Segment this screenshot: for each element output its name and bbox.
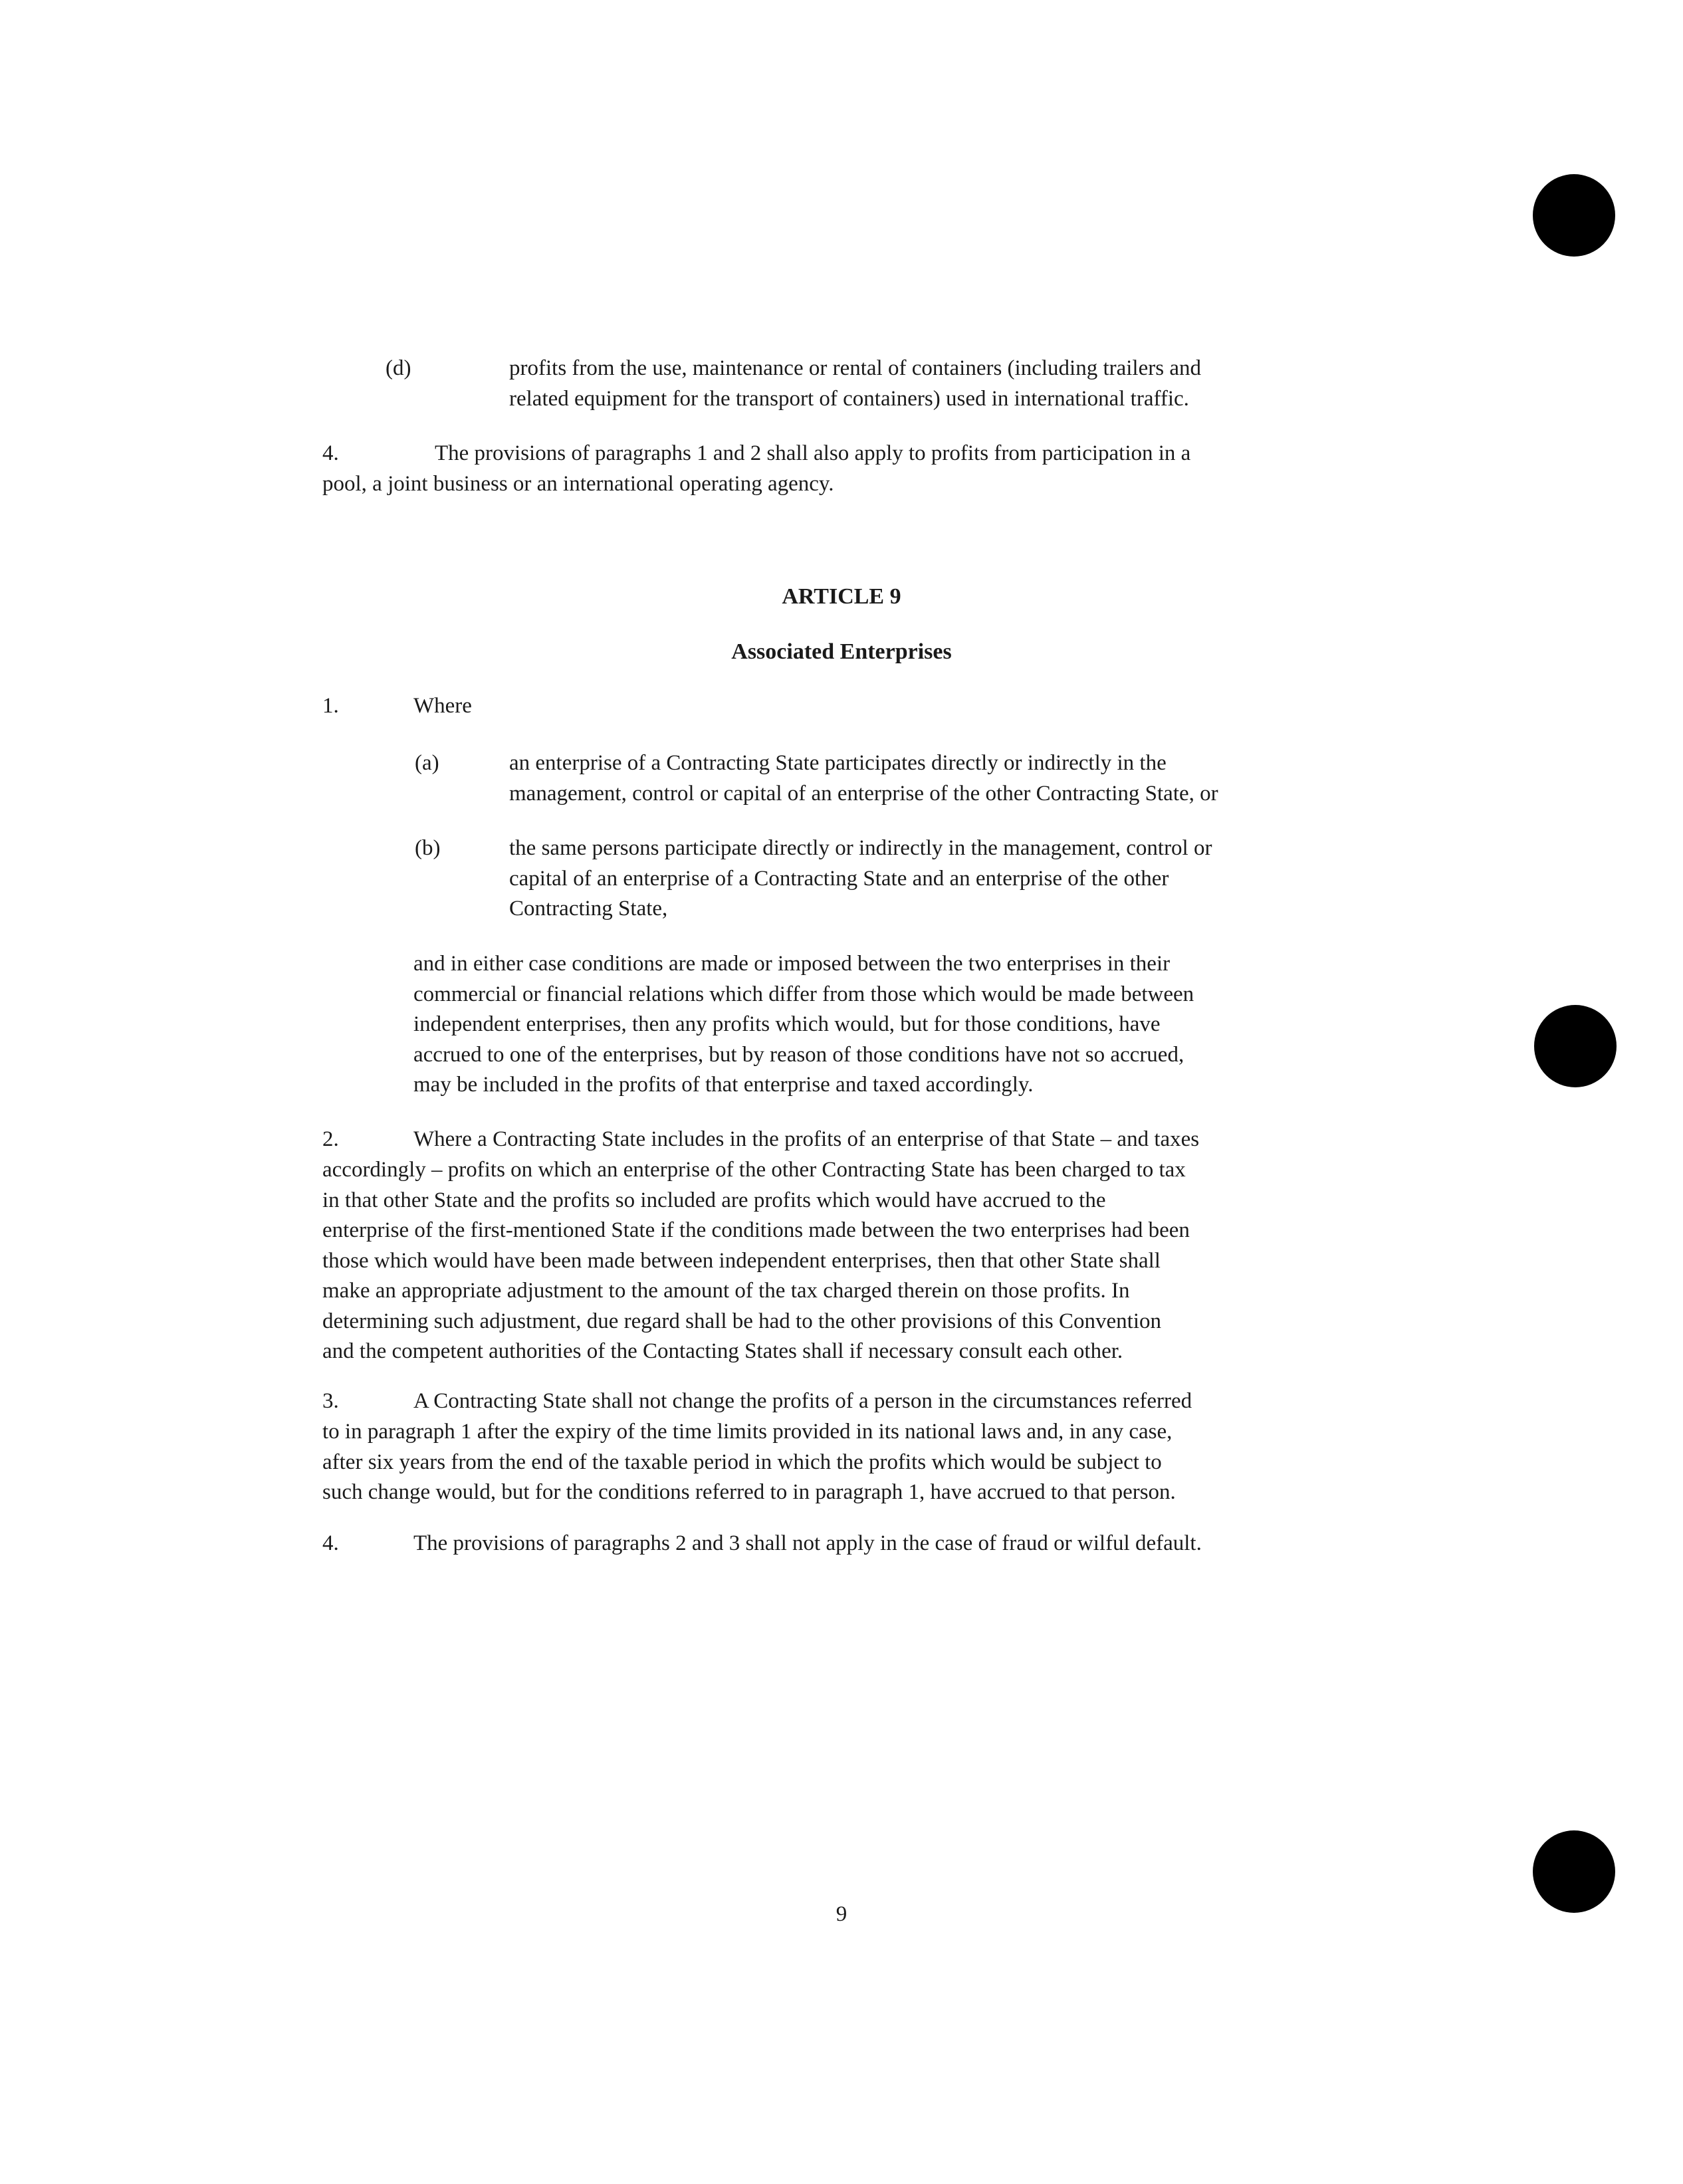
para-2-first-line: Where a Contracting State includes in the profits of an enterprise of that State – and taxes <box>413 1127 1200 1151</box>
para-2-number: 2. <box>322 1127 339 1151</box>
para-1-tail: and in either case conditions are made or imposed between the two enterprises in their commercial or financial relations which differ from those which would be made between independent enterprises, then any profits which would, but for those conditions, have accrued to one of the enterprises, but by reason of those conditions have not so accrued, may be included in the profits of that enterprise and taxed accordingly. <box>413 952 1194 1097</box>
para-4-number: 4. <box>322 441 339 465</box>
para-4-first-line: The provisions of paragraphs 1 and 2 shall also apply to profits from participation in a <box>435 441 1191 465</box>
item-b-label: (b) <box>415 836 441 860</box>
para-3-first-line: A Contracting State shall not change the profits of a person in the circumstances referred <box>413 1389 1192 1413</box>
punch-hole-bottom <box>1533 1830 1615 1913</box>
para-4b-text: The provisions of paragraphs 2 and 3 shall not apply in the case of fraud or wilful default. <box>413 1531 1202 1555</box>
para-2-continuation: accordingly – profits on which an enterprise of the other Contracting State has been charged to tax in that other State and the profits so included are profits which would have accrued to the enterprise of the first-mentioned State if the conditions made between the two enterprises had been those which would have been made between independent enterprises, then that other State shall make an appropriate adjustment to the amount of the tax charged therein on those profits. In determining such adjustment, due regard shall be had to the other provisions of this Convention and the competent authorities of the Contacting States shall if necessary consult each other. <box>322 1158 1190 1363</box>
page-number: 9 <box>836 1902 847 1926</box>
item-b-text: the same persons participate directly or indirectly in the management, control or capital of an enterprise of a Contracting State and an enterprise of the other Contracting State, <box>509 836 1212 921</box>
article-subtitle: Associated Enterprises <box>731 639 952 664</box>
item-a-label: (a) <box>415 751 439 775</box>
item-d-text: profits from the use, maintenance or rental of containers (including trailers and related equipment for the transport of containers) used in international traffic. <box>509 356 1201 411</box>
para-3-continuation: to in paragraph 1 after the expiry of the time limits provided in its national laws and, in any case, after six years from the end of the taxable period in which the profits which would be subject to such change would, but for the conditions referred to in paragraph 1, have accrued to that person. <box>322 1420 1176 1504</box>
para-1-number: 1. <box>322 694 339 718</box>
para-4-continuation: pool, a joint business or an international operating agency. <box>322 472 834 496</box>
punch-hole-middle <box>1534 1005 1617 1087</box>
para-4b-number: 4. <box>322 1531 339 1555</box>
punch-hole-top <box>1533 174 1615 257</box>
item-a-text: an enterprise of a Contracting State participates directly or indirectly in the management, control or capital of an enterprise of the other Contracting State, or <box>509 751 1218 806</box>
item-d-label: (d) <box>386 356 411 380</box>
para-3-number: 3. <box>322 1389 339 1413</box>
para-1-lead: Where <box>413 694 472 718</box>
article-title: ARTICLE 9 <box>782 584 901 609</box>
